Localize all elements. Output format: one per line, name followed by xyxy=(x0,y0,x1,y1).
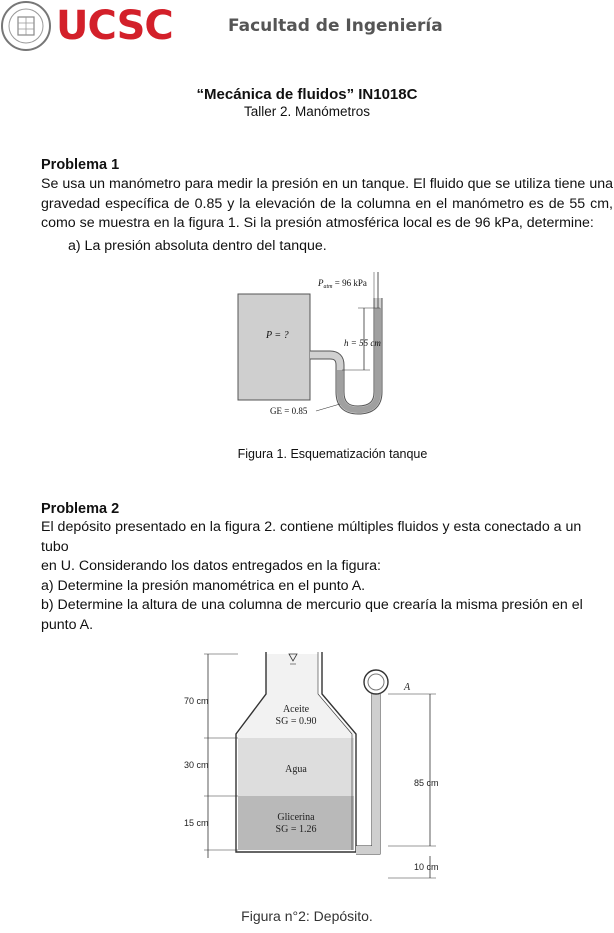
figure-2-deposit xyxy=(178,646,448,896)
ucsc-logo: UCSC xyxy=(56,3,173,49)
dim-85-label: 85 cm xyxy=(414,778,439,788)
problem-1-text: Se usa un manómetro para medir la presión en un tanque. El fluido que se utiliza tiene una gravedad específica de 0.85 y la elevación de la columna en el manómetro es de 55 cm, como se muestra en la figura 1. Si la presión atmosférica local es de 96 kPa, determine: xyxy=(41,176,613,231)
problem-2-line: tubo xyxy=(41,538,69,555)
specific-gravity-label: GE = 0.85 xyxy=(270,406,308,416)
problem-1-item-a: a) La presión absoluta dentro del tanque. xyxy=(68,238,327,254)
tank-pressure-label: P = ? xyxy=(266,330,289,341)
document-title: “Mecánica de fluidos” IN1018C xyxy=(196,86,418,103)
problem-2-line: El depósito presentado en la figura 2. contiene múltiples fluidos y esta conectado a un xyxy=(41,519,582,535)
problem-1-heading: Problema 1 xyxy=(41,157,120,173)
problem-2-line: punto A. xyxy=(41,616,94,633)
problem-2-heading: Problema 2 xyxy=(41,501,120,517)
dim-15-label: 15 cm xyxy=(184,818,209,828)
document-subtitle: Taller 2. Manómetros xyxy=(243,104,371,119)
agua-label: Agua xyxy=(285,764,307,775)
figure-2-caption: Figura n°2: Depósito. xyxy=(241,908,373,924)
figure-1-tank-manometer xyxy=(230,270,410,430)
problem-2-line: en U. Considerando los datos entregados en la figura: xyxy=(41,558,381,574)
dim-30-label: 30 cm xyxy=(184,760,209,770)
problem-2-text xyxy=(41,518,613,635)
glicerina-label: Glicerina xyxy=(277,812,315,823)
aceite-sg-label: SG = 0.90 xyxy=(275,716,317,727)
problem-2-line: a) Determine la presión manométrica en el punto A. xyxy=(41,577,366,594)
dim-70-label: 70 cm xyxy=(184,696,209,706)
point-a-label: A xyxy=(404,682,411,693)
aceite-label: Aceite xyxy=(282,704,310,715)
glicerina-sg-label: SG = 1.26 xyxy=(275,824,317,835)
faculty-name: Facultad de Ingeniería xyxy=(228,16,443,36)
problem-2-line: b) Determine la altura de una columna de mercurio que crearía la misma presión en el xyxy=(41,597,583,613)
dim-10-label: 10 cm xyxy=(414,862,439,872)
university-seal-icon xyxy=(0,0,52,52)
height-label: h = 55 cm xyxy=(344,338,381,348)
patm-label: $P_{atm} = 96$ kPa xyxy=(318,278,367,290)
figure-1-caption: Figura 1. Esquematización tanque xyxy=(237,447,428,461)
